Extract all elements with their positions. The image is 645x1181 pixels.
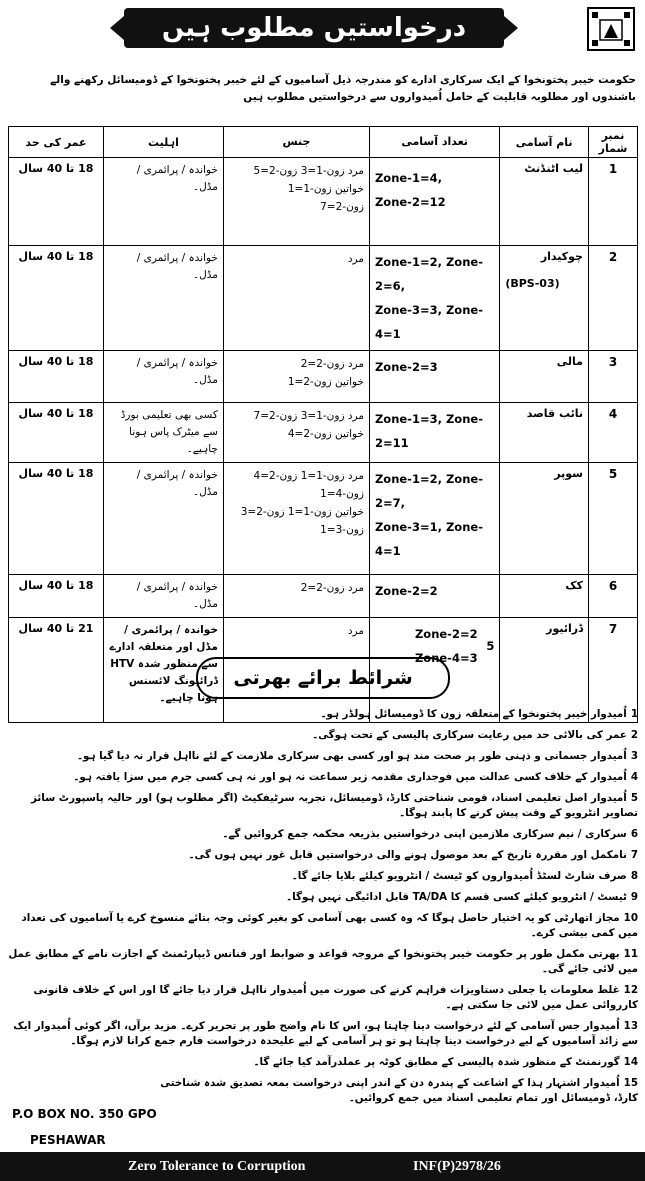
item-text: اُمیدوار اشتہار ہذا کے اشاعت کے پندرہ دن کے اندر اپنی درخواست بمعہ تصدیق شدہ شناختی کارڈ، ڈومیسائل اور تمام تعلیمی اسناد xyxy=(160,1077,638,1104)
serial-cell: 3 xyxy=(588,351,637,403)
table-row xyxy=(9,246,638,351)
item-text: غلط معلومات یا جعلی دستاویزات فراہم کرنے کی صورت میں اُمیدوار نااہل قرار دیا جائے گا اور اس کے خلاف قانونی کارروائی عمل میں لائی جا سکتی ہے۔ xyxy=(33,984,638,1011)
po-box: P.O BOX NO. 350 GPO xyxy=(12,1107,157,1121)
item-number: 3 xyxy=(630,750,638,762)
qualification-cell: خواندہ / پرائمری / مڈل۔ xyxy=(103,463,223,575)
post-scale: (BPS-03) xyxy=(505,277,560,290)
qualification-cell: کسی بھی تعلیمی بورڈ سے میٹرک پاس ہونا چاہیے۔ xyxy=(103,403,223,463)
gender-line: مرد زون-1=3 زون-2=5 xyxy=(253,165,364,177)
count-line: Zone-2=12 xyxy=(374,195,446,209)
count-cell xyxy=(369,351,499,403)
item-number: 10 xyxy=(623,912,638,924)
list-item xyxy=(8,909,638,945)
list-item xyxy=(8,705,638,726)
item-number: 2 xyxy=(630,729,638,741)
item-number: 8 xyxy=(630,870,638,882)
gender-line: خواتین زون-2=4 xyxy=(287,428,364,440)
gender-line: زون-3=1 xyxy=(320,524,364,536)
conditions-list xyxy=(8,705,638,1110)
age-cell: 18 تا 40 سال xyxy=(9,575,104,618)
list-item xyxy=(8,726,638,747)
item-text: مجاز اتھارٹی کو یہ اختیار حاصل ہوگا کہ وہ کسی بھی آسامی کو بغیر کوئی وجہ بتائے منسوخ کرے یا آسامیوں کی تعداد میں کمی بیشی کرے۔ xyxy=(21,912,638,939)
serial-cell: 7 xyxy=(588,618,637,723)
col-header-post: نام آسامی xyxy=(500,127,589,158)
qualification-cell: خواندہ / پرائمری / مڈل۔ xyxy=(103,351,223,403)
item-number: 14 xyxy=(623,1056,638,1068)
footer-slogan: Zero Tolerance to Corruption xyxy=(128,1158,306,1174)
page-title: درخواستیں مطلوب ہیں xyxy=(124,8,504,48)
gender-line: مرد xyxy=(347,625,364,637)
gender-line: خواتین زون-1=1 زون-2=3 xyxy=(240,506,364,518)
count-line: Zone-4=3 xyxy=(414,651,478,665)
age-cell: 18 تا 40 سال xyxy=(9,463,104,575)
item-text: اُمیدوار جس آسامی کے لئے درخواست دینا چاہتا ہو، اس کا نام واضح طور پر تحریر کرے۔ مزید برآں، اگر کوئی اُمیدوار ایک سے زائد آسامیوں کے لیے درخواست دینا چاہتا ہو تو ہر آسامی کے لیے علیحدہ درخواست فارم جمع کرانا لازم ہوگا۔ xyxy=(13,1020,638,1047)
item-number: 9 xyxy=(630,891,638,903)
col-header-age: عمر کی حد xyxy=(9,127,104,158)
table-row xyxy=(9,158,638,246)
item-number: 5 xyxy=(630,792,638,804)
gender-line: مرد زون-2=2 xyxy=(300,358,364,370)
gender-line: زون-4=1 xyxy=(320,488,364,500)
post-cell: سوپر xyxy=(500,463,589,575)
item-number: 15 xyxy=(623,1077,638,1089)
footer-reference: INF(P)2978/26 xyxy=(413,1158,501,1174)
conditions-heading: شرائط برائے بھرتی xyxy=(196,657,450,699)
item-text: اُمیدوار جسمانی و ذہنی طور پر صحت مند ہو اور کسی بھی سرکاری ملازمت کے لئے نااہل قرار نہ دیا گیا ہو۔ xyxy=(77,750,627,762)
gender-line: مرد زون-1=1 زون-2=4 xyxy=(253,470,364,482)
item-number: 7 xyxy=(630,849,638,861)
item-text-tail: میں جمع کروائیں۔ xyxy=(348,1092,443,1104)
item-number: 1 xyxy=(630,708,638,720)
count-line: Zone-3=1, Zone-4=1 xyxy=(374,520,483,558)
header xyxy=(8,6,638,50)
count-cell xyxy=(369,403,499,463)
item-text: بھرتی مکمل طور پر حکومت خیبر پختونخوا کے مروجہ قواعد و ضوابط اور فنانس ڈیپارٹمنٹ کے اجازت نامے کے مطابق عمل میں لائی جائے گی۔ xyxy=(8,948,638,975)
count-line: Zone-1=2, Zone-2=6, xyxy=(374,255,483,293)
item-text: گورنمنٹ کے منظور شدہ پالیسی کے مطابق کوٹہ پر عملدرآمد کیا جائے گا۔ xyxy=(253,1056,620,1068)
list-item xyxy=(8,867,638,888)
gender-cell xyxy=(223,463,369,575)
gender-line: خواتین زون-1=1 xyxy=(287,183,364,195)
serial-cell: 4 xyxy=(588,403,637,463)
list-item xyxy=(8,768,638,789)
serial-cell: 6 xyxy=(588,575,637,618)
list-item xyxy=(8,825,638,846)
item-text: نامکمل اور مقررہ تاریخ کے بعد موصول ہونے والی درخواستیں قابل غور نہیں ہوں گی۔ xyxy=(188,849,627,861)
vacancies-table xyxy=(8,126,638,723)
gender-cell xyxy=(223,351,369,403)
item-number: 13 xyxy=(623,1020,638,1032)
col-header-qualification: اہلیت xyxy=(103,127,223,158)
col-header-gender: جنس xyxy=(223,127,369,158)
count-line: Zone-1=3, Zone-2=11 xyxy=(374,412,483,450)
count-line: Zone-1=4, xyxy=(374,171,442,185)
table-header-row xyxy=(9,127,638,158)
count-cell xyxy=(369,246,499,351)
count-cell xyxy=(369,575,499,618)
item-text: ٹیسٹ / انٹرویو کیلئے کسی قسم کا TA/DA قابل ادائیگی نہیں ہوگا۔ xyxy=(286,891,627,903)
footer-bar xyxy=(0,1152,645,1181)
count-line: Zone-2=2 xyxy=(414,627,478,641)
table-row xyxy=(9,463,638,575)
age-cell: 18 تا 40 سال xyxy=(9,351,104,403)
age-cell: 18 تا 40 سال xyxy=(9,403,104,463)
item-text: صرف شارٹ لسٹڈ اُمیدواروں کو ٹیسٹ / انٹرویو کیلئے بلایا جائے گا۔ xyxy=(291,870,627,882)
government-emblem-icon xyxy=(586,6,636,52)
post-cell: ڈرائیور xyxy=(500,618,589,723)
gender-line: مرد زون-2=2 xyxy=(300,582,364,594)
table-row xyxy=(9,575,638,618)
serial-cell: 5 xyxy=(588,463,637,575)
item-text: اُمیدوار اصل تعلیمی اسناد، قومی شناختی کارڈ، ڈومیسائل، تجربہ سرٹیفکیٹ (اگر مطلوب ہو) اور حالیہ پاسپورٹ سائز تصاویر انٹرویو کے وقت پیش کرنے کا پابند ہوگا۔ xyxy=(30,792,638,819)
item-number: 6 xyxy=(630,828,638,840)
item-number: 12 xyxy=(623,984,638,996)
intro-text: حکومت خیبر پختونخوا کے ایک سرکاری ادارے کو مندرجہ ذیل آسامیوں کے لئے خیبر پختونخوا کے ڈومیسائل رکھنے والے باشندوں اور مطلوبہ قابلیت کے حامل اُمیدواروں سے درخواستیں مطلوب ہیں xyxy=(50,74,636,103)
col-header-serial: نمبر شمار xyxy=(588,127,637,158)
age-cell: 18 تا 40 سال xyxy=(9,158,104,246)
table-row xyxy=(9,351,638,403)
qualification-cell: خواندہ / پرائمری / مڈل۔ xyxy=(103,246,223,351)
qualification-cell: خواندہ / پرائمری / مڈل اور متعلقہ ادارے سے منظور شدہ HTV ڈرائیونگ لائسنس ہونا چاہیے۔ xyxy=(103,618,223,723)
address-block xyxy=(8,1107,638,1147)
item-text: اُمیدوار خیبر پختونخوا کے متعلقہ زون کا ڈومیسائل ہولڈر ہو۔ xyxy=(320,708,627,720)
list-item xyxy=(8,1074,638,1110)
gender-line: خواتین زون-2=1 xyxy=(287,376,364,388)
item-number: 4 xyxy=(630,771,638,783)
list-item xyxy=(8,1053,638,1074)
list-item xyxy=(8,1017,638,1053)
count-cell xyxy=(369,158,499,246)
gender-cell xyxy=(223,403,369,463)
gender-line: زون-2=7 xyxy=(320,201,364,213)
gender-cell xyxy=(223,575,369,618)
item-text: عمر کی بالائی حد میں رعایت سرکاری پالیسی کے تحت ہوگی۔ xyxy=(312,729,627,741)
count-cell xyxy=(369,463,499,575)
list-item xyxy=(8,747,638,768)
post-cell: نائب قاصد xyxy=(500,403,589,463)
post-cell: مالی xyxy=(500,351,589,403)
post-cell: کک xyxy=(500,575,589,618)
list-item xyxy=(8,981,638,1017)
qualification-cell: خواندہ / پرائمری / مڈل۔ xyxy=(103,575,223,618)
city: PESHAWAR xyxy=(30,1133,106,1147)
gender-cell xyxy=(223,158,369,246)
gender-line: مرد زون-1=3 زون-2=7 xyxy=(253,410,364,422)
item-text: اُمیدوار کے خلاف کسی عدالت میں فوجداری مقدمہ زیر سماعت نہ ہو اور نہ ہی کسی جرم میں سزا یافتہ ہو۔ xyxy=(73,771,627,783)
count-line: Zone-2=3 xyxy=(374,360,438,374)
gender-line: مرد xyxy=(347,253,364,265)
item-text: سرکاری / نیم سرکاری ملازمین اپنی درخواستیں بذریعہ محکمہ جمع کروائیں گے۔ xyxy=(222,828,627,840)
count-total: 5 xyxy=(486,639,495,653)
list-item xyxy=(8,888,638,909)
col-header-count: تعداد آسامی xyxy=(369,127,499,158)
gender-cell xyxy=(223,246,369,351)
post-cell: لیب اٹنڈنٹ xyxy=(500,158,589,246)
list-item xyxy=(8,789,638,825)
serial-cell: 2 xyxy=(588,246,637,351)
qualification-cell: خواندہ / پرائمری / مڈل۔ xyxy=(103,158,223,246)
item-number: 11 xyxy=(623,948,638,960)
post-cell xyxy=(500,246,589,351)
list-item xyxy=(8,945,638,981)
count-line: Zone-2=2 xyxy=(374,584,438,598)
count-line: Zone-1=2, Zone-2=7, xyxy=(374,472,483,510)
table-row xyxy=(9,403,638,463)
post-name: چوکیدار xyxy=(540,250,583,263)
age-cell: 21 تا 40 سال xyxy=(9,618,104,723)
count-line: Zone-3=3, Zone-4=1 xyxy=(374,303,483,341)
serial-cell: 1 xyxy=(588,158,637,246)
age-cell: 18 تا 40 سال xyxy=(9,246,104,351)
list-item xyxy=(8,846,638,867)
